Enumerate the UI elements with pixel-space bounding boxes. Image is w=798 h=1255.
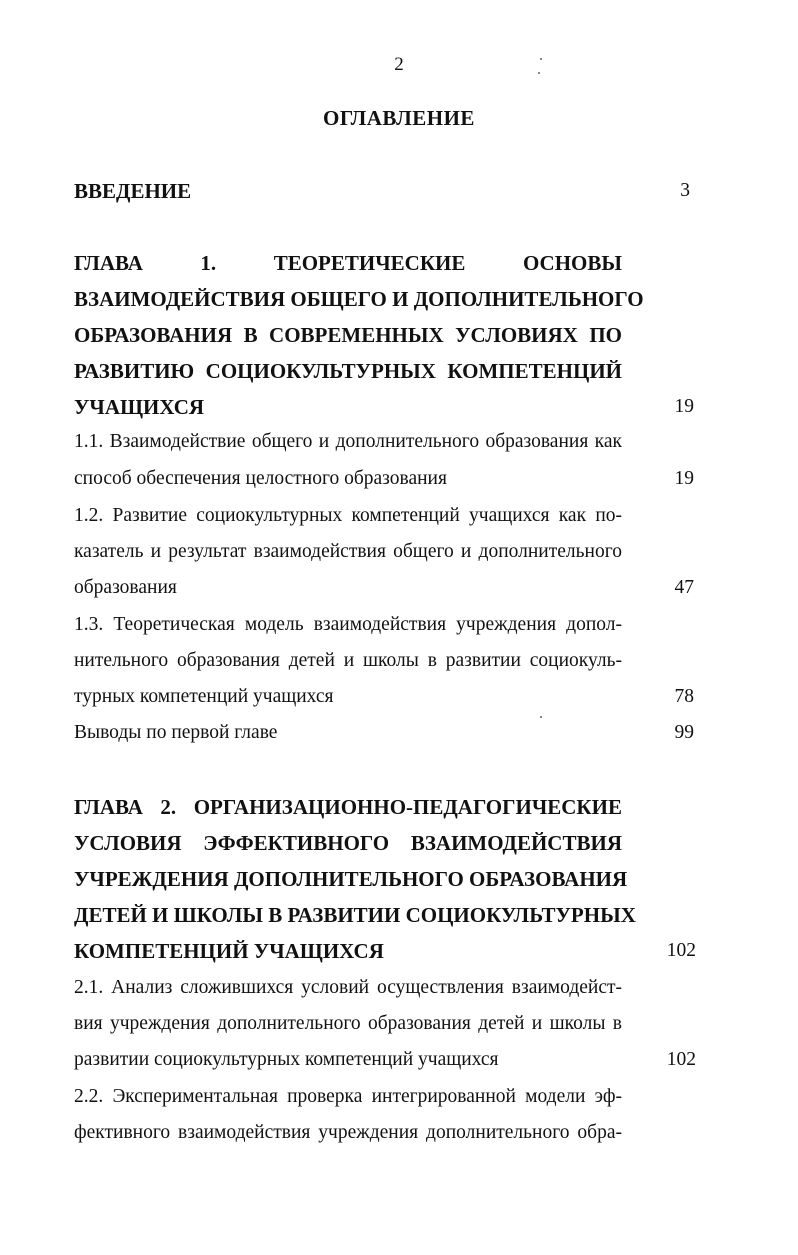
- toc-section-1-2-line: 1.2. Развитие социокультурных компетенций учащихся как по-: [74, 505, 622, 526]
- toc-section-1-1-line: способ обеспечения целостного образования: [74, 468, 447, 489]
- scan-speck: [540, 716, 542, 718]
- toc-section-1-1-line: 1.1. Взаимодействие общего и дополнительного образования как: [74, 431, 622, 452]
- toc-chapter1-conclusions: Выводы по первой главе: [74, 722, 278, 743]
- toc-section-2-2-line: 2.2. Экспериментальная проверка интегрированной модели эф-: [74, 1086, 622, 1107]
- toc-section-1-3-line: 1.3. Теоретическая модель взаимодействия учреждения допол-: [74, 614, 622, 635]
- toc-section-1-1-page: 19: [674, 468, 694, 489]
- toc-chapter2-title-line: ДЕТЕЙ И ШКОЛЫ В РАЗВИТИИ СОЦИОКУЛЬТУРНЫХ: [74, 903, 636, 927]
- toc-section-2-1-page: 102: [666, 1049, 696, 1070]
- toc-chapter1-page: 19: [674, 396, 694, 417]
- toc-section-1-3-line: турных компетенций учащихся: [74, 686, 334, 707]
- toc-section-1-2-page: 47: [674, 577, 694, 598]
- toc-chapter1-title-line: ВЗАИМОДЕЙСТВИЯ ОБЩЕГО И ДОПОЛНИТЕЛЬНОГО: [74, 287, 644, 311]
- toc-section-2-1-line: 2.1. Анализ сложившихся условий осуществления взаимодейст-: [74, 977, 622, 998]
- toc-chapter2-title-line: ГЛАВА 2. ОРГАНИЗАЦИОННО-ПЕДАГОГИЧЕСКИЕ: [74, 795, 622, 819]
- scan-speck: [540, 58, 542, 60]
- toc-section-2-2-line: фективного взаимодействия учреждения дополнительного обра-: [74, 1122, 622, 1143]
- toc-chapter2-title-line: УСЛОВИЯ ЭФФЕКТИВНОГО ВЗАИМОДЕЙСТВИЯ: [74, 831, 622, 855]
- toc-chapter2-page: 102: [666, 940, 696, 961]
- toc-section-1-3-page: 78: [674, 686, 694, 707]
- toc-section-1-2-line: казатель и результат взаимодействия общего и дополнительного: [74, 541, 622, 562]
- toc-intro-page: 3: [680, 180, 690, 201]
- toc-section-2-1-line: вия учреждения дополнительного образования детей и школы в: [74, 1013, 622, 1034]
- toc-chapter1-title-line: ОБРАЗОВАНИЯ В СОВРЕМЕННЫХ УСЛОВИЯХ ПО: [74, 323, 622, 347]
- toc-section-1-2-line: образования: [74, 577, 177, 598]
- page-number: 2: [394, 54, 404, 75]
- toc-chapter1-conclusions-page: 99: [674, 722, 694, 743]
- toc-section-1-3-line: нительного образования детей и школы в развитии социокуль-: [74, 650, 622, 671]
- toc-chapter2-title-line: УЧРЕЖДЕНИЯ ДОПОЛНИТЕЛЬНОГО ОБРАЗОВАНИЯ: [74, 867, 628, 891]
- toc-intro-title: ВВЕДЕНИЕ: [74, 179, 192, 203]
- toc-chapter1-title-line: ГЛАВА 1. ТЕОРЕТИЧЕСКИЕ ОСНОВЫ: [74, 251, 622, 275]
- toc-section-2-1-line: развитии социокультурных компетенций учащихся: [74, 1049, 499, 1070]
- scan-speck: [538, 72, 540, 74]
- toc-chapter1-title-line: УЧАЩИХСЯ: [74, 395, 205, 419]
- toc-chapter1-title-line: РАЗВИТИЮ СОЦИОКУЛЬТУРНЫХ КОМПЕТЕНЦИЙ: [74, 359, 622, 383]
- toc-chapter2-title-line: КОМПЕТЕНЦИЙ УЧАЩИХСЯ: [74, 939, 384, 963]
- page-title: ОГЛАВЛЕНИЕ: [323, 106, 475, 130]
